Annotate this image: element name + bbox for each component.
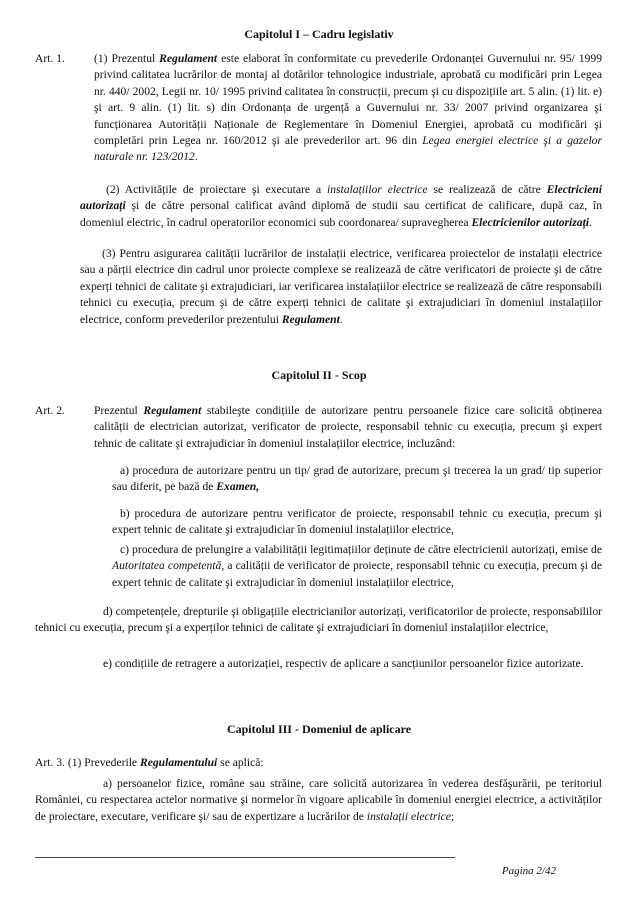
page-number: Pagina 2/42 — [501, 865, 556, 877]
art1-paragraph-1 — [94, 51, 602, 166]
emphasis: Examen, — [216, 480, 260, 494]
chapter-heading: Capitolul II - Scop — [271, 368, 367, 382]
text: c) procedura de prelungire a valabilității legitimațiilor deținute de către electricienii autorizați, emise de — [120, 543, 602, 556]
text: a) persoanelor fizice, române sau străine, care solicită autorizarea în vederea desfăşurării, pe teritoriul României, cu respectarea actelor normative şi normelor în vigoare aplicabile în domeniul energiei electrice, a activităților de proiectare, executare, verificare şi/ sau de expertizare a lucrărilor de — [35, 777, 602, 823]
text: este elaborat în conformitate cu prevederile Ordonanței Guvernului nr. 95/ 1999 privind calitatea lucrărilor de montaj al dotărilor tehnologice industriale, aprobată cu modificări prin Legea nr. 440/ 2002, Legii nr. 10/ 1995 privind calitatea în construcții, precum şi cu dispozițiile art. 5 alin. (1) lit. e) şi art. 9 alin. (1) lit. s) din Ordonanța de urgență a Guvernului nr. 33/ 2007 privind organizarea şi funcționarea Autorității Naționale de Reglementare în Domeniul Energiei, aprobată cu modificări şi completări prin Legea nr. 160/2012 şi ale prevederilor art. 96 din — [94, 52, 602, 148]
art2-item-c — [112, 542, 602, 591]
art3-paragraph-1 — [35, 755, 602, 771]
art2-item-d: d) competențele, drepturile şi obligațiile electricianilor autorizați, verificatorilor de proiecte, responsabililor tehnici cu execuția, precum şi a experților tehnici de calitate şi extrajudiciari în domeniul instalațiilor electrice, — [35, 605, 602, 635]
emphasis: Electricieni autorizați — [80, 183, 603, 213]
art2-item-a — [112, 463, 602, 496]
footer-divider — [35, 857, 455, 858]
emphasis: instalații electrice — [366, 809, 451, 823]
text: . — [194, 150, 198, 164]
emphasis: Legea energiei electrice şi a gazelor naturale nr. 123/2012 — [94, 134, 602, 164]
article-label: Art. 1. — [35, 52, 65, 65]
text: stabileşte condițiile de autorizare pentru persoanele fizice care solicită obținerea calității de electrician autorizat, verificator de proiecte, responsabil tehnic cu execuția, precum şi expert tehnic de calitate şi extrajudiciar în domeniul instalațiilor electrice, incluzând: — [94, 404, 602, 450]
article-label: Art. 3. — [35, 756, 65, 769]
art3-item-a — [35, 776, 602, 825]
emphasis: Regulamentului — [139, 756, 218, 769]
emphasis: Regulament — [281, 312, 340, 326]
text: se realizează de către — [427, 183, 547, 196]
text: (1) Prevederile — [67, 756, 140, 769]
art2-item-e: e) condițiile de retragere a autorizației, respectiv de aplicare a sancțiunilor persoanelor fizice autorizate. — [103, 657, 584, 670]
text: a) procedura de autorizare pentru un tip/ grad de autorizare, precum şi trecerea la un grad/ tip superior sau diferit, pe bază de — [112, 464, 602, 494]
text: (1) Prezentul — [94, 52, 160, 65]
art1-paragraph-3 — [80, 246, 602, 328]
text: . — [339, 312, 343, 326]
emphasis: Regulament — [159, 52, 218, 65]
text: (2) Activitățile de proiectare şi executare a — [106, 183, 328, 196]
emphasis: instalațiilor electrice — [327, 183, 428, 196]
art2-item-b: b) procedura de autorizare pentru verificator de proiecte, responsabil tehnic cu execuția, precum şi expert tehnic de calitate şi extrajudiciar în domeniul instalațiilor electrice, — [112, 507, 602, 537]
art2-intro — [94, 403, 602, 452]
text: . — [589, 215, 592, 229]
emphasis: Regulament — [143, 404, 202, 417]
chapter-heading: Capitolul III - Domeniul de aplicare — [226, 722, 412, 736]
chapter-heading: Capitolul I – Cadru legislativ — [244, 27, 394, 41]
text: se aplică: — [217, 756, 264, 769]
emphasis: Autoritatea competentă — [112, 559, 222, 573]
art1-paragraph-2 — [80, 182, 602, 231]
text: şi de către personal calificat având diplomă de studii sau certificat de calificare, după caz, în domeniul electric, în cadrul operatorilor economici sub coordonarea/ supravegherea — [80, 199, 602, 229]
text: , a calității de verificator de proiecte, responsabil tehnic cu execuția, precum şi de expert tehnic de calitate şi extrajudiciar în domeniul instalațiilor electrice, — [112, 559, 602, 589]
emphasis: Electricienilor autorizați — [471, 215, 590, 229]
article-label: Art. 2. — [35, 404, 65, 417]
text: ; — [450, 809, 455, 823]
text: Prezentul — [94, 404, 144, 417]
text: (3) Pentru asigurarea calității lucrărilor de instalații electrice, verificarea proiectelor de instalații electrice sau a părții electrice din cadrul unor proiecte complexe se realizează de către verificatori de proiecte şi de către experți tehnici de calitate şi extrajudiciari, iar verificarea instalațiilor electrice se realizează de către responsabili tehnici cu execuția, precum şi de către experți tehnici de calitate şi extrajudiciari în domeniul instalațiilor electrice, conform prevederilor prezentului — [80, 247, 602, 326]
